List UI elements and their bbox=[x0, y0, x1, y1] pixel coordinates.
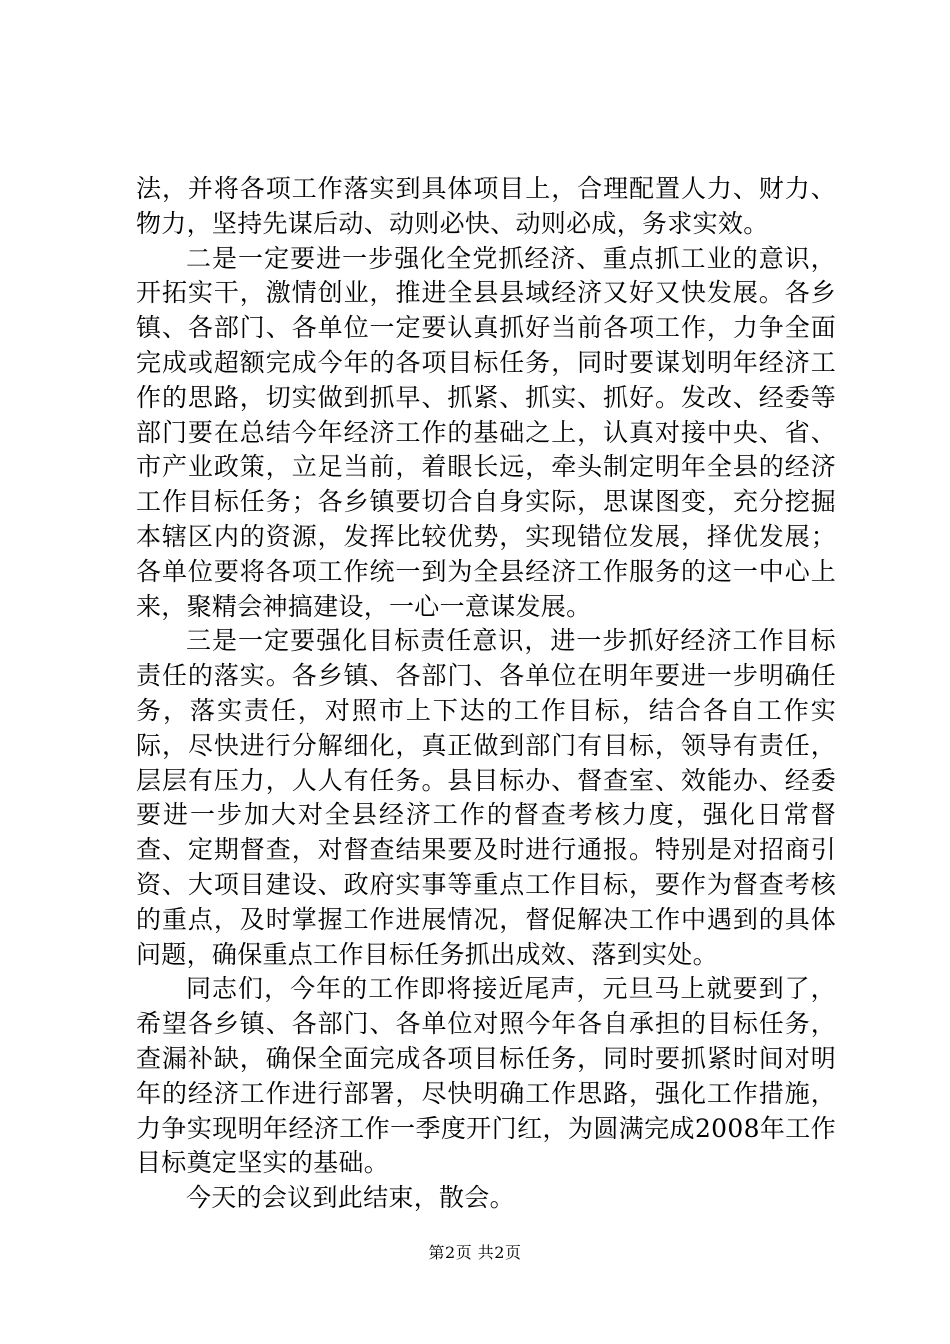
paragraph-adjournment: 今天的会议到此结束，散会。 bbox=[186, 1183, 515, 1213]
document-body bbox=[136, 172, 836, 1216]
paragraph-point-two: 二是一定要进一步强化全党抓经济、重点抓工业的意识，开拓实干，激情创业，推进全县县域经济又好又快发展。各乡镇、各部门、各单位一定要认真抓好当前各项工作，力争全面完成或超额完成今年的各项目标任务，同时要谋划明年经济工作的思路，切实做到抓早、抓紧、抓实、抓好。发改、经委等部门要在总结今年经济工作的基础之上，认真对接中央、省、市产业政策，立足当前，着眼长远，牵头制定明年全县的经济工作目标任务；各乡镇要切合自身实际，思谋图变，充分挖掘本辖区内的资源，发挥比较优势，实现错位发展，择优发展；各单位要将各项工作统一到为全县经济工作服务的这一中心上来，聚精会神搞建设，一心一意谋发展。 bbox=[136, 243, 836, 621]
paragraph-closing-remarks: 同志们，今年的工作即将接近尾声，元旦马上就要到了，希望各乡镇、各部门、各单位对照今年各自承担的目标任务，查漏补缺，确保全面完成各项目标任务，同时要抓紧时间对明年的经济工作进行部署，尽快明确工作思路，强化工作措施，力争实现明年经济工作一季度开门红，为圆满完成2008年工作目标奠定坚实的基础。 bbox=[136, 974, 836, 1178]
paragraph-continuation: 法，并将各项工作落实到具体项目上，合理配置人力、财力、物力，坚持先谋后动、动则必快、动则必成，务求实效。 bbox=[136, 174, 836, 238]
page-footer: 第2页 共2页 bbox=[428, 1243, 522, 1262]
paragraph-point-three: 三是一定要强化目标责任意识，进一步抓好经济工作目标责任的落实。各乡镇、各部门、各单位在明年要进一步明确任务，落实责任，对照市上下达的工作目标，结合各自工作实际，尽快进行分解细化，真正做到部门有目标，领导有责任，层层有压力，人人有任务。县目标办、督查室、效能办、经委要进一步加大对全县经济工作的督查考核力度，强化日常督查、定期督查，对督查结果要及时进行通报。特别是对招商引资、大项目建设、政府实事等重点工作目标，要作为督查考核的重点，及时掌握工作进展情况，督促解决工作中遇到的具体问题，确保重点工作目标任务抓出成效、落到实处。 bbox=[136, 626, 836, 969]
